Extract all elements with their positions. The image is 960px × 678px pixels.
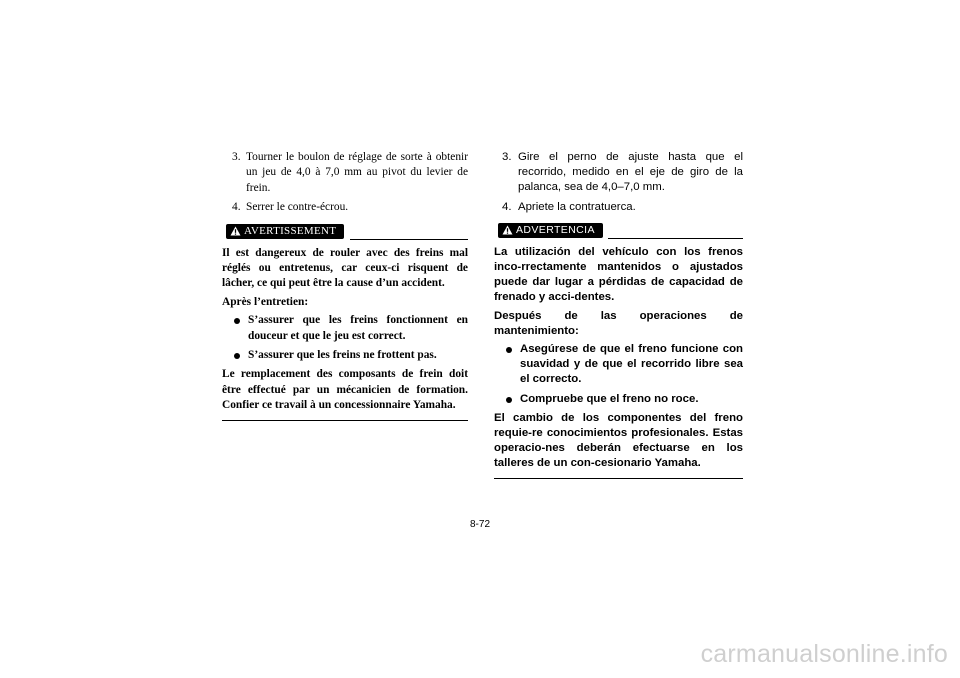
closing-text: Le remplacement des composants de frein doit être effectué par un mécanicien de formation. Confier ce travail à un concessionnaire Yamaha. bbox=[222, 368, 468, 412]
after-maintenance-label: Après l’entretien: bbox=[222, 295, 309, 308]
step-number: 3. bbox=[232, 151, 241, 163]
warning-text: Il est dangereux de rouler avec des freins mal réglés ou entretenus, car ceux-ci risquent de lâcher, ce qui peut être la cause d’un accident. bbox=[222, 246, 468, 290]
step-number: 3. bbox=[502, 151, 512, 163]
step-4 bbox=[494, 200, 743, 215]
closing-text: El cambio de los componentes del freno requie-re conocimientos profesionales. Estas operacio-nes deberán efectuarse en los talleres de un con-cesionario Yamaha. bbox=[494, 411, 743, 470]
bullet-text: S’assurer que les freins ne frottent pas. bbox=[248, 349, 437, 362]
warning-triangle-icon bbox=[502, 225, 513, 235]
warning-rule bbox=[350, 239, 468, 240]
bullet-dot-icon bbox=[234, 353, 240, 359]
step-text: Tourner le boulon de réglage de sorte à obtenir un jeu de 4,0 à 7,0 mm au pivot du levier de frein. bbox=[246, 151, 468, 194]
list-item bbox=[222, 313, 468, 344]
after-maintenance-label: Después de las operaciones de mantenimiento: bbox=[494, 309, 743, 337]
watermark: carmanualsonline.info bbox=[700, 640, 948, 668]
list-item bbox=[222, 348, 468, 363]
step-number: 4. bbox=[232, 201, 241, 214]
warning-header bbox=[222, 224, 468, 242]
warning-header bbox=[494, 223, 743, 241]
warning-triangle-icon bbox=[230, 226, 241, 236]
bullet-dot-icon bbox=[234, 318, 240, 324]
bullet-text: S’assurer que les freins fonctionnent en douceur et que le jeu est correct. bbox=[248, 314, 468, 342]
spanish-column bbox=[494, 150, 743, 479]
list-item bbox=[494, 342, 743, 388]
step-3 bbox=[222, 150, 468, 196]
warning-badge bbox=[226, 224, 344, 239]
list-item bbox=[494, 392, 743, 407]
step-3 bbox=[494, 150, 743, 196]
bullet-dot-icon bbox=[506, 397, 512, 403]
warning-badge bbox=[498, 223, 603, 238]
warning-text: La utilización del vehículo con los frenos inco-rrectamente mantenidos o ajustados puede dar lugar a pérdidas de capacidad de frenado y acci-dentes. bbox=[494, 245, 743, 304]
bullet-text: Asegúrese de que el freno funcione con suavidad y de que el recorrido libre sea el correcto. bbox=[520, 343, 743, 386]
french-column bbox=[222, 150, 468, 421]
step-text: Apriete la contratuerca. bbox=[518, 200, 636, 213]
step-text: Serrer le contre-écrou. bbox=[246, 201, 349, 214]
bullet-text: Compruebe que el freno no roce. bbox=[520, 392, 699, 405]
end-rule bbox=[494, 478, 743, 479]
page-number: 8-72 bbox=[469, 519, 490, 530]
warning-label: AVERTISSEMENT bbox=[244, 224, 337, 237]
step-text: Gire el perno de ajuste hasta que el recorrido, medido en el eje de giro de la palanca, sea de 4,0–7,0 mm. bbox=[518, 151, 743, 194]
warning-rule bbox=[608, 238, 743, 239]
step-4 bbox=[222, 200, 468, 215]
warning-label: ADVERTENCIA bbox=[516, 223, 595, 236]
end-rule bbox=[222, 420, 468, 421]
step-number: 4. bbox=[502, 200, 512, 213]
bullet-dot-icon bbox=[506, 347, 512, 353]
